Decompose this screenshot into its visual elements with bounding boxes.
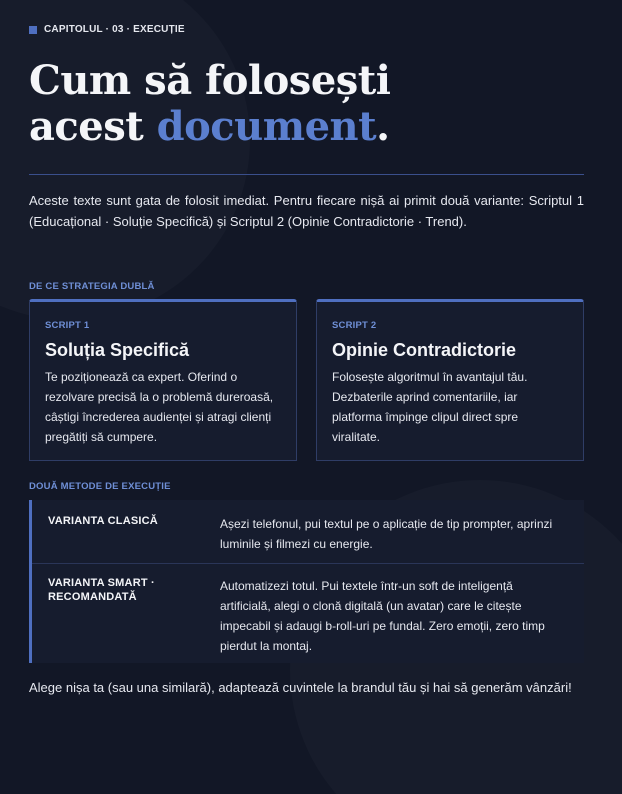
script-card-description: Te poziționează ca expert. Oferind o rezolvare precisă la o problemă dureroasă, câștigi încrederea audienței și atragi clienți pregătiți să cumpere. (45, 370, 274, 444)
page-title (29, 58, 390, 150)
script-card-tag: SCRIPT 1 (45, 320, 90, 331)
square-bullet-icon (29, 26, 37, 34)
method-description: Automatizezi totul. Pui textele într-un soft de inteligență artificială, alegi o clonă digitală (un avatar) care le citește impecabil și adaugi b-roll-uri pe fundal. Zero emoții, zero timp pierdut la montaj. (220, 579, 545, 653)
script-card-title: Soluția Specifică (45, 340, 190, 360)
title-line-2-prefix: acest (29, 103, 157, 150)
methods-section-label: DOUĂ METODE DE EXECUȚIE (29, 481, 171, 492)
divider (29, 174, 584, 175)
script-card-title: Opinie Contradictorie (332, 340, 517, 360)
title-line-1: Cum să folosești (29, 57, 391, 104)
title-accent-word: document (156, 103, 377, 150)
chapter-label: CAPITOLUL · 03 · EXECUȚIE (44, 24, 185, 35)
intro-paragraph: Aceste texte sunt gata de folosit imediat. Pentru fiecare nișă ai primit două variante: Scriptul 1 (Educațional · Soluție Specifică) și Scriptul 2 (Opinie Contradictorie · Trend). (29, 193, 584, 229)
method-row-smart (32, 564, 584, 656)
script-card-1 (29, 299, 297, 461)
script-card-description: Folosește algoritmul în avantajul tău. Dezbaterile aprind comentariile, iar platforma împinge clipul direct spre viralitate. (332, 370, 528, 444)
strategy-section-label: DE CE STRATEGIA DUBLĂ (29, 281, 155, 292)
script-card-tag: SCRIPT 2 (332, 320, 377, 331)
closing-paragraph: Alege nișa ta (sau una similară), adaptează cuvintele la brandul tău și hai să generăm vânzări! (29, 680, 572, 695)
method-label: VARIANTA CLASICĂ (48, 515, 158, 527)
chapter-header (29, 24, 185, 35)
title-period: . (376, 103, 390, 150)
method-row-classic (32, 500, 584, 564)
method-description: Așezi telefonul, pui textul pe o aplicație de tip prompter, aprinzi luminile și filmezi cu energie. (220, 517, 553, 551)
methods-table (29, 500, 584, 663)
method-label: VARIANTA SMART · RECOMANDATĂ (48, 577, 155, 603)
script-card-2 (316, 299, 584, 461)
